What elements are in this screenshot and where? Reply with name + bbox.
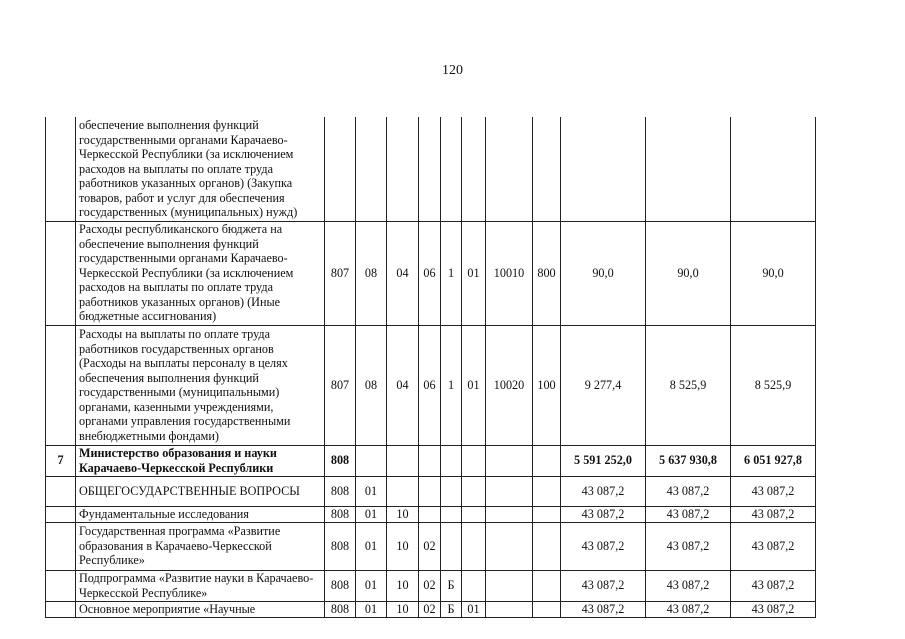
code-direction: 10020 [486,325,533,445]
code-subsection: 10 [387,601,419,617]
row-index [46,476,76,506]
code-section: 01 [356,506,387,522]
code-subsection: 04 [387,221,419,325]
code-event [462,117,486,221]
code-program: 02 [419,522,441,570]
code-expense-type: 800 [533,221,561,325]
value-year-2: 8 525,9 [646,325,731,445]
row-name: Государственная программа «Развитие образования в Карачаево-Черкесской Республике» [76,522,325,570]
value-year-2: 43 087,2 [646,506,731,522]
code-ministry: 807 [325,325,356,445]
code-ministry: 808 [325,476,356,506]
code-expense-type [533,570,561,601]
code-event [462,522,486,570]
value-year-2 [646,117,731,221]
row-name: Фундаментальные исследования [76,506,325,522]
code-section [356,445,387,476]
value-year-3: 43 087,2 [731,570,816,601]
code-ministry: 808 [325,601,356,617]
code-program [419,506,441,522]
code-subprogram [441,117,462,221]
value-year-3: 43 087,2 [731,476,816,506]
value-year-1: 5 591 252,0 [561,445,646,476]
value-year-3: 43 087,2 [731,601,816,617]
row-index [46,221,76,325]
code-event: 01 [462,325,486,445]
table-row [46,522,816,570]
code-section: 08 [356,325,387,445]
table-row [46,476,816,506]
code-section: 01 [356,570,387,601]
code-subprogram [441,476,462,506]
code-program [419,476,441,506]
code-subprogram: 1 [441,221,462,325]
value-year-3: 8 525,9 [731,325,816,445]
code-event [462,570,486,601]
code-subsection [387,476,419,506]
code-program [419,445,441,476]
code-direction [486,570,533,601]
row-index: 7 [46,445,76,476]
code-ministry: 808 [325,522,356,570]
code-ministry: 808 [325,445,356,476]
value-year-1: 9 277,4 [561,325,646,445]
code-event [462,476,486,506]
code-expense-type [533,522,561,570]
code-subprogram [441,522,462,570]
code-expense-type [533,601,561,617]
value-year-2: 43 087,2 [646,570,731,601]
row-name: обеспечение выполнения функций государственными органами Карачаево-Черкесской Республики (за исключением расходов на выплаты по оплате труда работников указанных органов) (Закупка товаров, работ и услуг для обеспечения государственных (муниципальных) нужд) [76,117,325,221]
row-name: ОБЩЕГОСУДАРСТВЕННЫЕ ВОПРОСЫ [76,476,325,506]
table-row [46,570,816,601]
code-program: 02 [419,570,441,601]
value-year-3: 90,0 [731,221,816,325]
row-name: Расходы на выплаты по оплате труда работников государственных органов (Расходы на выплаты персоналу в целях обеспечения выполнения функций государственными (муниципальными) органами, казенными учреждениями, органами управления государственными внебюджетными фондами) [76,325,325,445]
table-row [46,221,816,325]
value-year-1: 43 087,2 [561,506,646,522]
code-event: 01 [462,221,486,325]
code-subsection: 04 [387,325,419,445]
code-subsection: 10 [387,570,419,601]
code-direction [486,445,533,476]
table-row [46,601,816,617]
code-section: 01 [356,522,387,570]
table-row [46,117,816,221]
value-year-3 [731,117,816,221]
code-subprogram: Б [441,570,462,601]
code-subsection: 10 [387,506,419,522]
value-year-2: 43 087,2 [646,522,731,570]
row-name: Подпрограмма «Развитие науки в Карачаево-Черкесской Республике» [76,570,325,601]
code-event [462,445,486,476]
row-index [46,601,76,617]
code-expense-type [533,476,561,506]
code-direction [486,117,533,221]
code-program [419,117,441,221]
code-ministry: 807 [325,221,356,325]
code-direction [486,522,533,570]
code-expense-type [533,506,561,522]
code-subprogram [441,506,462,522]
code-section: 01 [356,601,387,617]
code-event: 01 [462,601,486,617]
code-program: 02 [419,601,441,617]
value-year-1 [561,117,646,221]
value-year-2: 43 087,2 [646,476,731,506]
value-year-2: 43 087,2 [646,601,731,617]
code-subprogram: 1 [441,325,462,445]
code-direction [486,476,533,506]
value-year-3: 6 051 927,8 [731,445,816,476]
code-expense-type: 100 [533,325,561,445]
table-row [46,325,816,445]
code-subprogram: Б [441,601,462,617]
value-year-3: 43 087,2 [731,522,816,570]
code-ministry: 808 [325,506,356,522]
row-index [46,117,76,221]
value-year-1: 43 087,2 [561,570,646,601]
code-expense-type [533,445,561,476]
code-direction: 10010 [486,221,533,325]
code-event [462,506,486,522]
row-index [46,570,76,601]
value-year-2: 90,0 [646,221,731,325]
row-name: Основное мероприятие «Научные [76,601,325,617]
row-index [46,522,76,570]
table-row [46,506,816,522]
code-expense-type [533,117,561,221]
row-index [46,506,76,522]
page-number: 120 [442,63,463,78]
code-direction [486,506,533,522]
code-section: 01 [356,476,387,506]
code-subsection [387,445,419,476]
code-section [356,117,387,221]
row-name: Министерство образования и науки Карачаево-Черкесской Республики [76,445,325,476]
code-ministry [325,117,356,221]
table-row [46,445,816,476]
value-year-1: 43 087,2 [561,601,646,617]
code-direction [486,601,533,617]
row-name: Расходы республиканского бюджета на обеспечение выполнения функций государственными органами Карачаево-Черкесской Республики (за исключением расходов на выплаты по оплате труда работников указанных органов) (Иные бюджетные ассигнования) [76,221,325,325]
value-year-2: 5 637 930,8 [646,445,731,476]
code-ministry: 808 [325,570,356,601]
budget-table [45,117,816,618]
value-year-3: 43 087,2 [731,506,816,522]
value-year-1: 90,0 [561,221,646,325]
value-year-1: 43 087,2 [561,476,646,506]
code-program: 06 [419,325,441,445]
row-index [46,325,76,445]
value-year-1: 43 087,2 [561,522,646,570]
code-program: 06 [419,221,441,325]
code-subsection [387,117,419,221]
code-subsection: 10 [387,522,419,570]
code-section: 08 [356,221,387,325]
code-subprogram [441,445,462,476]
